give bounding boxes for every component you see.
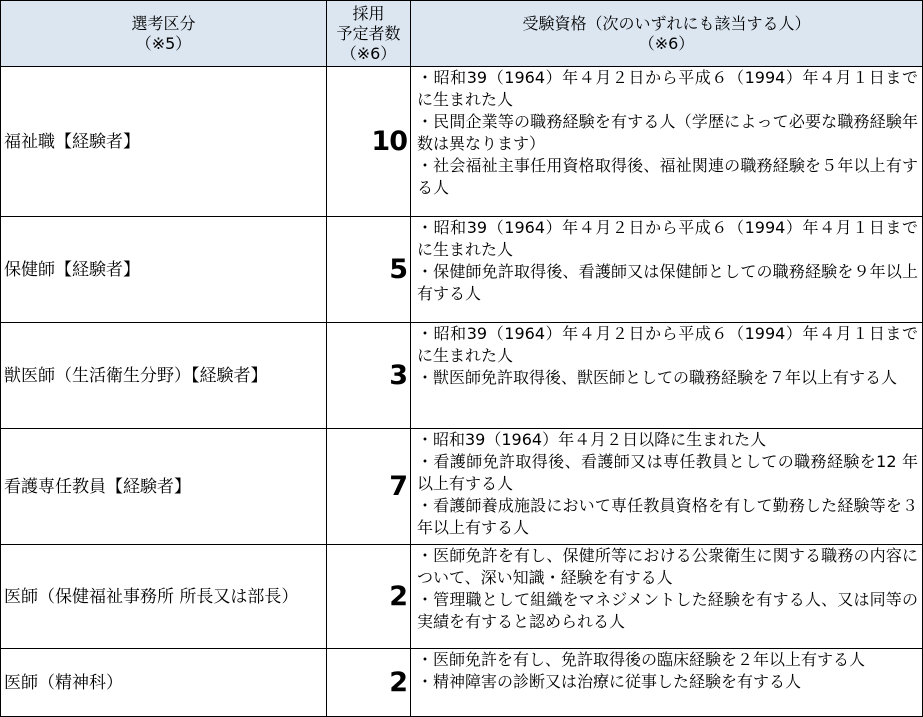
row-category: 医師（精神科） xyxy=(1,649,327,717)
table-row xyxy=(1,323,923,429)
table-header-row xyxy=(1,1,923,67)
row-count: 5 xyxy=(327,217,411,323)
qualification-item: ・管理職として組織をマネジメントした経験を有する人、又は同等の実績を有すると認められる人 xyxy=(417,590,918,631)
row-count: 2 xyxy=(327,649,411,717)
table-row xyxy=(1,429,923,545)
qualification-item: ・看護師免許取得後、看護師又は専任教員としての職務経験を12 年以上有する人 xyxy=(417,452,918,493)
table-row xyxy=(1,649,923,717)
row-category: 福祉職【経験者】 xyxy=(1,67,327,217)
qualification-item: ・昭和39（1964）年４月２日から平成６（1994）年４月１日までに生まれた人 xyxy=(417,68,918,109)
qualification-item: ・看護師養成施設において専任教員資格を有して勤務した経験等を３年以上有する人 xyxy=(417,496,918,537)
row-qualifications xyxy=(411,217,923,323)
table-row xyxy=(1,217,923,323)
qualification-item: ・獣医師免許取得後、獣医師としての職務経験を７年以上有する人 xyxy=(417,368,898,387)
row-count: 2 xyxy=(327,545,411,649)
row-count: 10 xyxy=(327,67,411,217)
qualification-item: ・昭和39（1964）年４月２日以降に生まれた人 xyxy=(417,430,767,449)
qualification-item: ・昭和39（1964）年４月２日から平成６（1994）年４月１日までに生まれた人 xyxy=(417,324,918,365)
qualification-item: ・保健師免許取得後、看護師又は保健師としての職務経験を９年以上有する人 xyxy=(417,262,918,303)
qualification-item: ・医師免許を有し、保健所等における公衆衛生に関する職務の内容について、深い知識・経験を有する人 xyxy=(417,546,918,587)
row-category: 看護専任教員【経験者】 xyxy=(1,429,327,545)
row-category: 保健師【経験者】 xyxy=(1,217,327,323)
table-row xyxy=(1,67,923,217)
row-qualifications xyxy=(411,67,923,217)
row-qualifications xyxy=(411,649,923,717)
row-count: 7 xyxy=(327,429,411,545)
row-qualifications xyxy=(411,323,923,429)
row-category: 獣医師（生活衛生分野）【経験者】 xyxy=(1,323,327,429)
qualification-item: ・精神障害の診断又は治療に従事した経験を有する人 xyxy=(417,672,802,691)
qualification-item: ・昭和39（1964）年４月２日から平成６（1994）年４月１日までに生まれた人 xyxy=(417,218,918,259)
qualification-item: ・社会福祉主事任用資格取得後、福祉関連の職務経験を５年以上有する人 xyxy=(417,156,918,197)
header-category: 選考区分 （※5） xyxy=(1,1,327,67)
row-count: 3 xyxy=(327,323,411,429)
row-qualifications xyxy=(411,429,923,545)
qualification-item: ・民間企業等の職務経験を有する人（学歴によって必要な職務経験年数は異なります） xyxy=(417,112,918,153)
qualification-item: ・医師免許を有し、免許取得後の臨床経験を２年以上有する人 xyxy=(417,650,866,669)
row-qualifications xyxy=(411,545,923,649)
header-count: 採用 予定者数 （※6） xyxy=(327,1,411,67)
table-row xyxy=(1,545,923,649)
row-category: 医師（保健福祉事務所 所長又は部長） xyxy=(1,545,327,649)
header-qualification: 受験資格（次のいずれにも該当する人） （※6） xyxy=(411,1,923,67)
